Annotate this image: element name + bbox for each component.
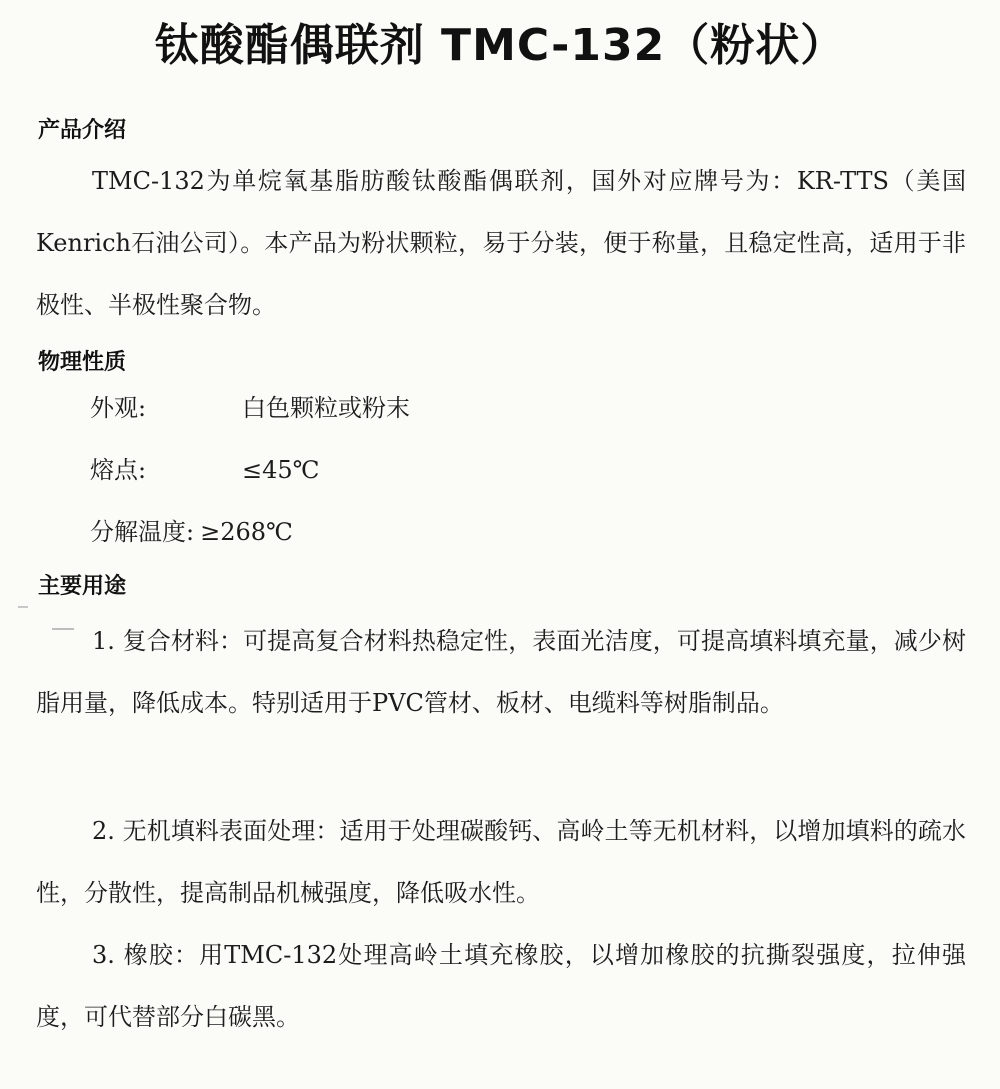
section-heading-uses: 主要用途: [38, 574, 127, 599]
scan-speck-mark: [18, 606, 28, 608]
property-value: 白色颗粒或粉末: [242, 394, 410, 422]
scan-speck-mark: [52, 628, 74, 630]
property-row-decomposition-temp: [90, 512, 293, 552]
section-heading-intro: 产品介绍: [38, 118, 127, 143]
property-value: ≤45℃: [242, 456, 320, 484]
property-row-appearance: [90, 388, 410, 428]
use-text: 2. 无机填料表面处理：适用于处理碳酸钙、高岭土等无机材料，以增加填料的疏水性，分散性，提高制品机械强度，降低吸水性。: [36, 817, 966, 907]
use-paragraph-2: [36, 800, 966, 924]
section-heading-properties: 物理性质: [38, 350, 127, 375]
property-label: 熔点:: [90, 456, 147, 484]
use-text: 3. 橡胶：用TMC-132处理高岭土填充橡胶，以增加橡胶的抗撕裂强度，拉伸强度，可代替部分白碳黑。: [36, 941, 966, 1031]
property-value: ≥268℃: [200, 518, 293, 546]
use-text: 1. 复合材料：可提高复合材料热稳定性，表面光洁度，可提高填料填充量，减少树脂用量，降低成本。特别适用于PVC管材、板材、电缆料等树脂制品。: [36, 627, 966, 717]
page-title: 钛酸酯偶联剂 TMC-132（粉状）: [154, 20, 846, 71]
use-paragraph-3: [36, 924, 966, 1048]
intro-text: TMC-132为单烷氧基脂肪酸钛酸酯偶联剂，国外对应牌号为：KR-TTS（美国Kenrich石油公司）。本产品为粉状颗粒，易于分装，便于称量，且稳定性高，适用于非极性、半极性聚合物。: [36, 167, 966, 319]
property-label: 分解温度:: [90, 518, 195, 546]
property-row-melting-point: [90, 450, 320, 490]
property-label: 外观:: [90, 394, 147, 422]
intro-paragraph: [36, 150, 966, 336]
use-paragraph-1: [36, 610, 966, 734]
